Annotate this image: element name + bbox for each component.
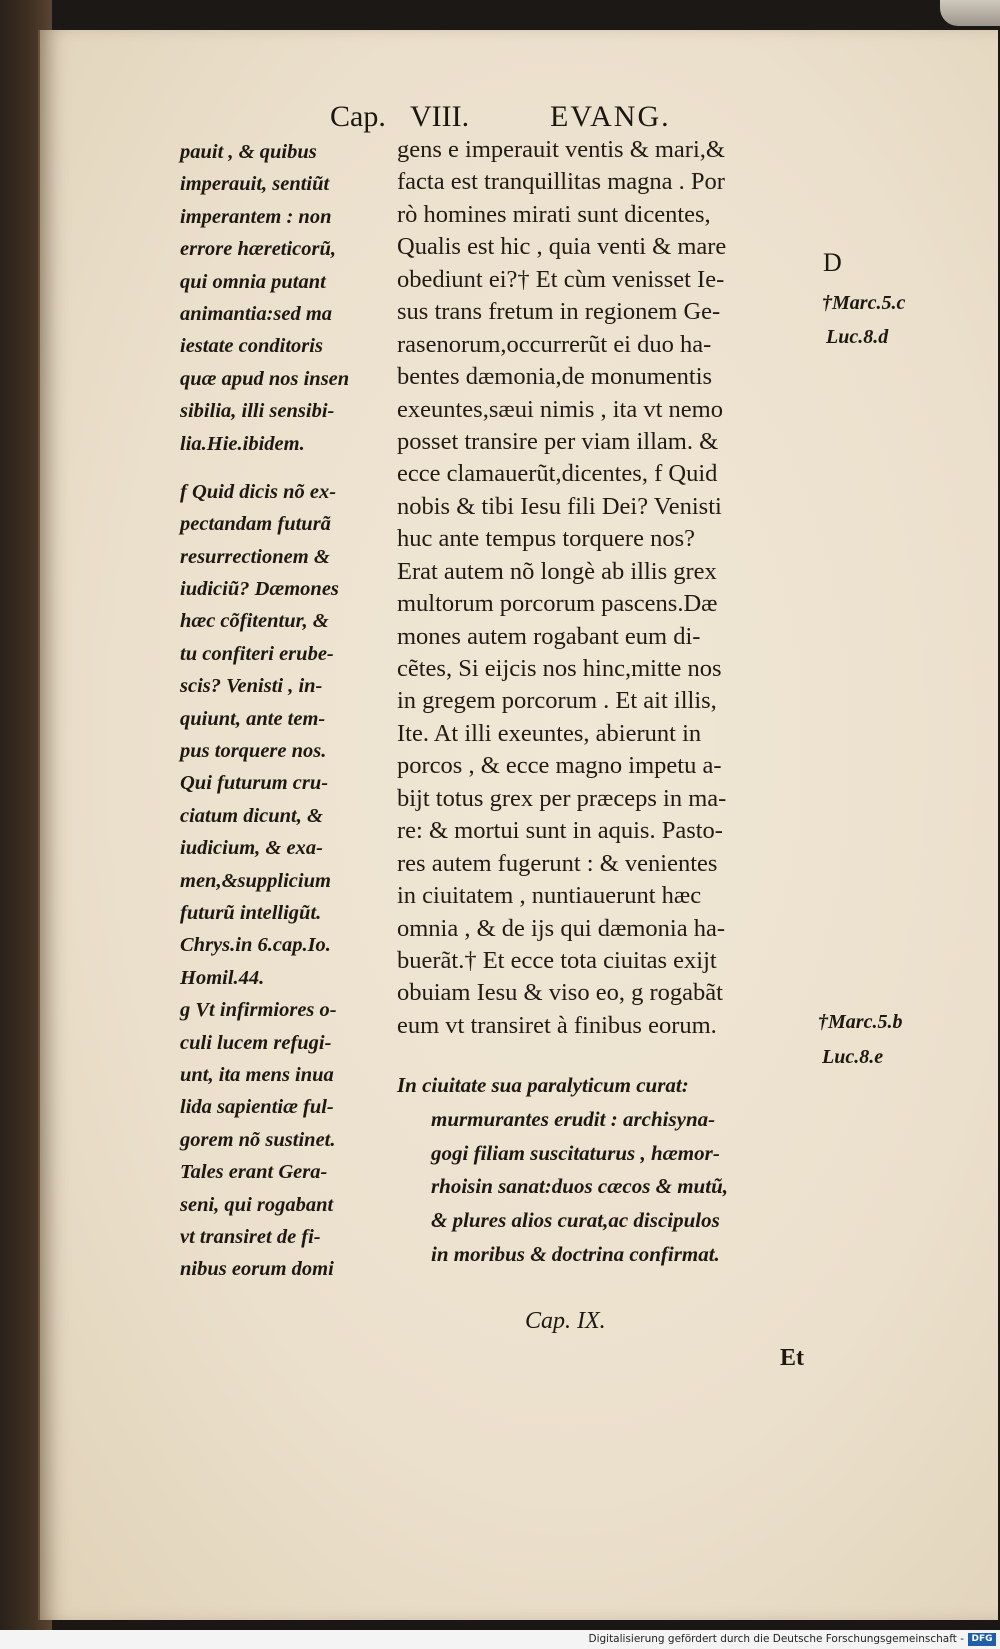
note-line: sibilia, illi sensibi- bbox=[180, 400, 335, 423]
note-line: resurrectionem & bbox=[180, 545, 330, 568]
note-line: Tales erant Gera- bbox=[180, 1161, 328, 1184]
margin-cross-reference: †Marc.5.b bbox=[818, 1011, 903, 1033]
text-line: eum vt transiret à finibus eorum. bbox=[397, 1011, 717, 1039]
note-line: iestate conditoris bbox=[180, 335, 323, 358]
note-line: ciatum dicunt, & bbox=[180, 804, 323, 827]
summary-line: In ciuitate sua paralyticum curat: bbox=[397, 1073, 689, 1097]
note-line: tu confiteri erube- bbox=[180, 642, 334, 665]
text-line: huc ante tempus torquere nos? bbox=[397, 525, 695, 553]
note-line: vt transiret de fi- bbox=[180, 1225, 321, 1248]
funding-credit: Digitalisierung gefördert durch die Deutsche Forschungsgemeinschaft - bbox=[588, 1633, 964, 1645]
text-line: gens e imperauit ventis & mari,& bbox=[397, 136, 725, 163]
margin-cross-reference: Luc.8.e bbox=[822, 1046, 884, 1068]
text-line: obediunt ei?† Et cùm venisset Ie- bbox=[397, 265, 725, 293]
note-line: futurũ intelligũt. bbox=[180, 901, 322, 924]
text-line: in ciuitatem , nuntiauerunt hæc bbox=[397, 882, 702, 910]
note-line: Chrys.in 6.cap.Io. bbox=[180, 934, 331, 957]
summary-line: rhoisin sanat:duos cæcos & mutũ, bbox=[431, 1174, 728, 1199]
text-line: exeuntes,sæui nimis , ita vt nemo bbox=[397, 395, 723, 423]
catchword: Et bbox=[780, 1345, 804, 1371]
page-corner-tab bbox=[940, 0, 1000, 26]
text-line: rasenorum,occurrerũt ei duo ha- bbox=[397, 330, 712, 358]
margin-cross-reference: Luc.8.d bbox=[826, 326, 889, 348]
note-line: Qui futurum cru- bbox=[180, 772, 329, 795]
note-line: nibus eorum domi bbox=[180, 1258, 334, 1281]
summary-line: in moribus & doctrina confirmat. bbox=[431, 1241, 720, 1266]
note-line: lida sapientiæ ful- bbox=[180, 1096, 334, 1119]
header-cap: Cap. bbox=[330, 100, 386, 133]
margin-cross-reference: †Marc.5.c bbox=[822, 292, 906, 314]
text-line: re: & mortui sunt in aquis. Pasto- bbox=[397, 817, 723, 845]
margin-section-letter: D bbox=[823, 248, 842, 277]
note-line: lia.Hie.ibidem. bbox=[180, 432, 305, 455]
text-line: posset transire per viam illam. & bbox=[397, 427, 719, 455]
text-line: buerãt.† Et ecce tota ciuitas exijt bbox=[397, 946, 717, 974]
note-line: gorem nõ sustinet. bbox=[180, 1128, 336, 1151]
summary-line: & plures alios curat,ac discipulos bbox=[431, 1208, 720, 1233]
text-line: Ite. At illi exeuntes, abierunt in bbox=[397, 719, 702, 747]
note-line: scis? Venisti , in- bbox=[180, 675, 323, 698]
note-line: pus torquere nos. bbox=[180, 740, 327, 763]
text-line: in gregem porcorum . Et ait illis, bbox=[397, 687, 717, 715]
text-line: ecce clamauerũt,dicentes, f Quid bbox=[397, 460, 718, 488]
text-line: rò homines mirati sunt dicentes, bbox=[397, 200, 711, 228]
text-line: mones autem rogabant eum di- bbox=[397, 622, 701, 650]
text-line: sus trans fretum in regionem Ge- bbox=[397, 298, 721, 326]
note-line: culi lucem refugi- bbox=[180, 1031, 332, 1054]
text-line: Qualis est hic , quia venti & mare bbox=[397, 233, 727, 261]
summary-line: gogi filiam suscitaturus , hæmor- bbox=[431, 1140, 720, 1165]
note-line: quæ apud nos insen bbox=[180, 367, 350, 390]
text-line: res autem fugerunt : & venientes bbox=[397, 849, 718, 877]
chapter-summary bbox=[397, 1069, 837, 1272]
header-chapter-number: VIII. bbox=[410, 100, 470, 133]
note-line: iudicium, & exa- bbox=[180, 837, 323, 860]
note-line: unt, ita mens inua bbox=[180, 1063, 334, 1086]
scan-top-edge bbox=[0, 0, 1000, 30]
text-line: nobis & tibi Iesu fili Dei? Venisti bbox=[397, 492, 722, 520]
text-line: cẽtes, Si eijcis nos hinc,mitte nos bbox=[397, 655, 722, 682]
note-line: imperauit, sentiũt bbox=[180, 173, 330, 196]
text-line: bentes dæmonia,de monumentis bbox=[397, 363, 713, 391]
note-line: qui omnia putant bbox=[180, 270, 326, 293]
note-line: imperantem : non bbox=[180, 205, 332, 228]
dfg-logo: DFG bbox=[968, 1633, 996, 1646]
note-line: seni, qui rogabant bbox=[180, 1193, 334, 1216]
header-book: EVANG. bbox=[550, 100, 671, 133]
gospel-text-column bbox=[397, 134, 817, 1042]
note-line: pectandam futurã bbox=[180, 513, 331, 536]
note-line: errore hæreticorũ, bbox=[180, 238, 337, 261]
commentary-column bbox=[180, 136, 395, 1286]
note-line: f Quid dicis nõ ex- bbox=[180, 480, 337, 503]
text-line: bijt totus grex per præceps in ma- bbox=[397, 784, 727, 812]
next-chapter-heading: Cap. IX. bbox=[525, 1308, 606, 1334]
note-line: Homil.44. bbox=[180, 966, 265, 989]
note-line: iudiciũ? Dæmones bbox=[180, 578, 339, 601]
text-line: Erat autem nõ longè ab illis grex bbox=[397, 557, 717, 585]
note-line: g Vt infirmiores o- bbox=[180, 999, 337, 1022]
summary-line: murmurantes erudit : archisyna- bbox=[431, 1106, 716, 1131]
note-line: quiunt, ante tem- bbox=[180, 707, 326, 730]
text-line: obuiam Iesu & viso eo, g rogabãt bbox=[397, 979, 723, 1007]
note-line: hæc cõfitentur, & bbox=[180, 610, 329, 633]
text-line: multorum porcorum pascens.Dæ bbox=[397, 590, 718, 618]
note-line: pauit , & quibus bbox=[180, 141, 317, 163]
note-line: animantia:sed ma bbox=[180, 302, 333, 325]
note-line: men,&supplicium bbox=[180, 869, 331, 892]
text-line: omnia , & de ijs qui dæmonia ha- bbox=[397, 914, 725, 942]
text-line: porcos , & ecce magno impetu a- bbox=[397, 752, 722, 780]
text-line: facta est tranquillitas magna . Por bbox=[397, 168, 725, 196]
